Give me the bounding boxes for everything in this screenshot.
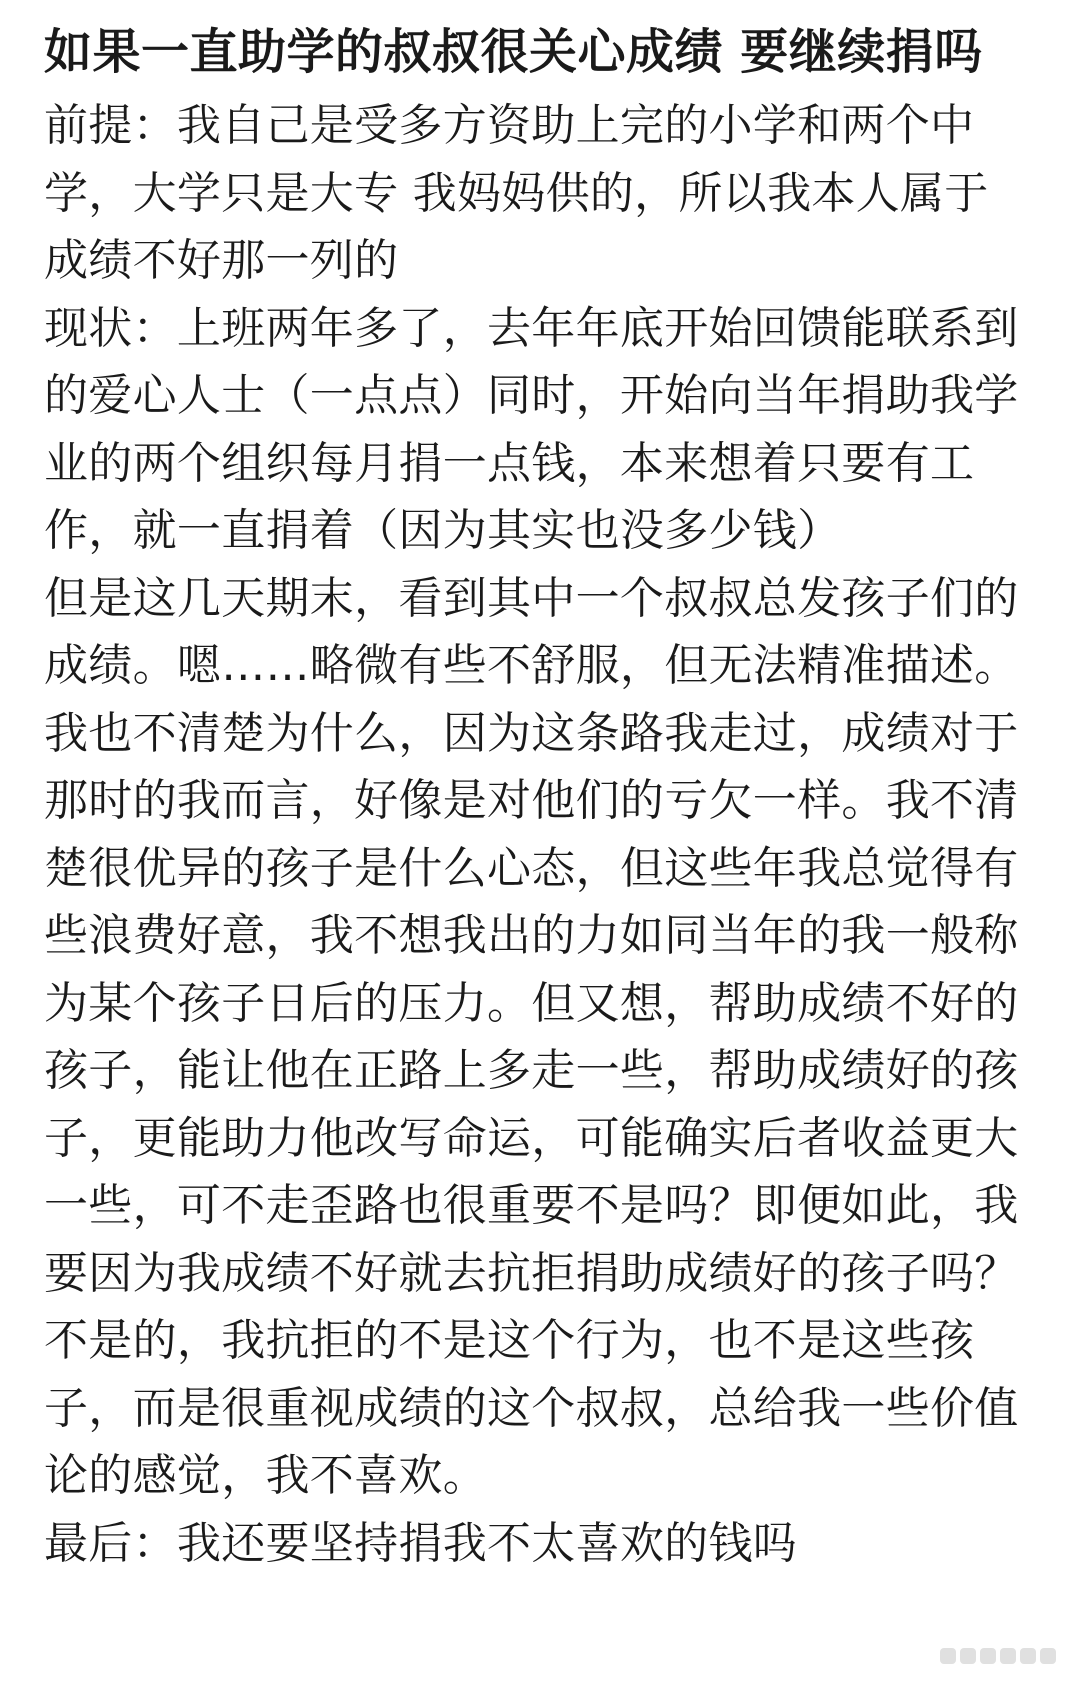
body-line: 子，而是很重视成绩的这个叔叔，总给我一些价值 <box>44 1382 1019 1434</box>
body-line: 成绩不好那一列的 <box>44 235 399 286</box>
body-line: 为某个孩子日后的压力。但又想，帮助成绩不好的 <box>44 977 1019 1029</box>
watermark <box>940 1648 1056 1664</box>
watermark-mark <box>960 1648 976 1664</box>
body-line: 一些，可不走歪路也很重要不是吗？即便如此，我 <box>44 1180 1019 1231</box>
body-line: 成绩。嗯……略微有些不舒服，但无法精准描述。 <box>44 640 1019 691</box>
body-line: 学，大学只是大专 我妈妈供的，所以我本人属于 <box>44 167 989 219</box>
body-line: 最后：我还要坚持捐我不太喜欢的钱吗 <box>44 1517 798 1569</box>
body-line: 楚很优异的孩子是什么心态，但这些年我总觉得有 <box>44 842 1019 894</box>
body-line: 那时的我而言，好像是对他们的亏欠一样。我不清 <box>44 775 1019 826</box>
watermark-mark <box>1040 1648 1056 1664</box>
watermark-mark <box>980 1648 996 1664</box>
watermark-mark <box>1000 1648 1016 1664</box>
body-line: 我也不清楚为什么，因为这条路我走过，成绩对于 <box>44 707 1019 759</box>
body-line: 论的感觉，我不喜欢。 <box>44 1450 487 1501</box>
body-line: 孩子，能让他在正路上多走一些，帮助成绩好的孩 <box>44 1045 1019 1096</box>
body-line: 的爱心人士（一点点）同时，开始向当年捐助我学 <box>44 370 1019 421</box>
post-title: 如果一直助学的叔叔很关心成绩 要继续捐吗 <box>44 24 983 80</box>
body-line: 子，更能助力他改写命运，可能确实后者收益更大 <box>44 1112 1019 1164</box>
body-line: 要因为我成绩不好就去抗拒捐助成绩好的孩子吗？ <box>44 1247 1019 1299</box>
body-line: 现状：上班两年多了，去年年底开始回馈能联系到 <box>44 302 1019 354</box>
watermark-mark <box>940 1648 956 1664</box>
body-line: 些浪费好意，我不想我出的力如同当年的我一般称 <box>44 910 1019 961</box>
body-line: 业的两个组织每月捐一点钱，本来想着只要有工 <box>44 437 975 489</box>
body-line: 但是这几天期末，看到其中一个叔叔总发孩子们的 <box>44 572 1019 624</box>
body-line: 不是的，我抗拒的不是这个行为，也不是这些孩 <box>44 1315 975 1366</box>
post-body <box>44 92 1044 1577</box>
post <box>44 18 1044 1577</box>
body-line: 作，就一直捐着（因为其实也没多少钱） <box>44 505 842 556</box>
watermark-mark <box>1020 1648 1036 1664</box>
body-line: 前提：我自己是受多方资助上完的小学和两个中 <box>44 100 975 151</box>
